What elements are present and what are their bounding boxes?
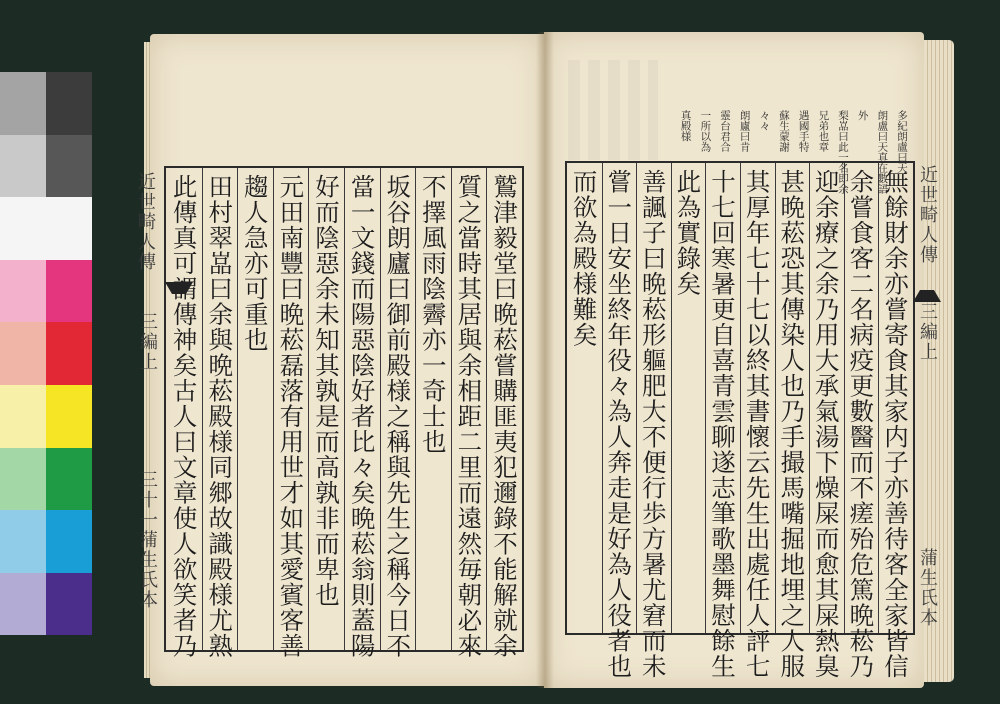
color-swatch [0, 197, 46, 260]
text-column: 坂谷朗廬曰御前殿様之稱與先生之稱今日不 [383, 174, 413, 659]
column-rule [878, 163, 879, 633]
text-column: 善諷子曰晩菘形軀肥大不便行歩方暑尤窘而未 [638, 169, 668, 679]
color-swatch [46, 322, 92, 385]
color-swatch [46, 135, 92, 198]
column-rule [705, 163, 706, 633]
column-rule [844, 163, 845, 633]
text-column: 鷲津毅堂曰晩菘嘗購匪夷犯邇錄不能解就余 [489, 174, 519, 659]
color-swatch [0, 72, 46, 135]
headnote-column: 多紀朗盧曰天 [895, 110, 908, 173]
headnote-column: 朗盧曰天真在數語 [876, 110, 889, 194]
color-swatch [0, 135, 46, 198]
color-swatch [0, 260, 46, 323]
text-column: 嘗一日安坐終年役々為人奔走是好為人役者也 [604, 169, 634, 679]
headnote-column: 外 [856, 110, 869, 121]
color-swatch [46, 448, 92, 511]
text-column: 趨人急亦可重也 [240, 174, 270, 353]
text-column: 質之當時其居與余相距二里而遠然毎朝必來 [454, 174, 484, 659]
headnote-column: 真殿様 [679, 110, 692, 142]
text-column: 不擇風雨陰霽亦一奇士也 [418, 174, 448, 455]
text-column: 甚晩菘恐其傳染人也乃手撮馬嘴掘地埋之人服 [777, 169, 807, 679]
column-rule [602, 163, 603, 633]
column-rule [740, 163, 741, 633]
color-swatch [0, 510, 46, 573]
column-rule [344, 168, 345, 650]
column-rule [809, 163, 810, 633]
headnote-column: 蘇生蒙謝 [777, 110, 790, 152]
column-rule [775, 163, 776, 633]
color-swatch [46, 197, 92, 260]
color-swatch [0, 322, 46, 385]
color-swatch [0, 448, 46, 511]
fish-tail-mark [913, 290, 941, 302]
color-calibration-chart [0, 72, 92, 636]
color-swatch-row [0, 260, 92, 323]
column-rule [486, 168, 487, 650]
text-column: 當一文錢而陽惡陰好者比々矣晩菘翁則蓋陽 [347, 174, 377, 659]
color-swatch-row [0, 322, 92, 385]
fish-tail-mark [165, 282, 193, 294]
column-rule [451, 168, 452, 650]
text-column: 而欲為殿様難矣 [569, 169, 599, 348]
color-swatch [46, 72, 92, 135]
text-column: 無餘財余亦嘗寄食其家内子亦善待客全家皆信 [880, 169, 910, 679]
text-column: 此傳真可謂傳神矣古人曰文章使人欲笑者乃 [169, 174, 199, 659]
left-hashira-volume: 三編上 [137, 312, 158, 372]
color-swatch-row [0, 510, 92, 573]
color-swatch-row [0, 573, 92, 636]
color-swatch-row [0, 197, 92, 260]
marginal-headnote [672, 110, 908, 194]
headnote-column: 一所以為 [699, 110, 712, 152]
left-text-frame [164, 166, 524, 659]
headnote-column: 梨嵓曰此一名即余 [836, 110, 849, 194]
right-hashira-author: 蒲生氏本 [917, 548, 938, 628]
column-rule [636, 163, 637, 633]
right-hashira-volume: 三編上 [917, 302, 938, 362]
left-hashira-author: 蒲生氏本 [137, 530, 158, 610]
color-swatch-row [0, 448, 92, 511]
text-column: 余嘗食客二名病疫更數醫而不瘥殆危篤晩菘乃 [846, 169, 876, 679]
color-swatch [46, 510, 92, 573]
headnote-column: 朗廬曰肯 [738, 110, 751, 152]
color-swatch [46, 260, 92, 323]
text-column: 此為實錄矣 [673, 169, 703, 297]
right-text-frame [565, 161, 915, 679]
color-swatch [46, 573, 92, 636]
column-rule [273, 168, 274, 650]
color-swatch-row [0, 72, 92, 135]
left-hashira-title: 近世畸人傳 [135, 172, 156, 272]
text-column: 好而陰惡余未知其孰是而高孰非而卑也 [311, 174, 341, 608]
right-hashira-title: 近世畸人傳 [917, 165, 938, 265]
column-rule [202, 168, 203, 650]
text-column: 迎余療之余乃用大承氣湯下燥屎而愈其屎熱臭 [811, 169, 841, 679]
column-rule [415, 168, 416, 650]
color-swatch [0, 573, 46, 636]
color-swatch [0, 385, 46, 448]
column-rule [380, 168, 381, 650]
left-hashira-folio: 三十一 [137, 470, 158, 530]
headnote-column: 々々 [758, 110, 771, 131]
headnote-column: 兄弟也章 [817, 110, 830, 152]
column-rule [671, 163, 672, 633]
book-gutter [536, 32, 554, 688]
headnote-column: 遇國手特 [797, 110, 810, 152]
text-column: 元田南豐曰晩菘磊落有用世才如其愛賓客善 [276, 174, 306, 659]
column-rule [308, 168, 309, 650]
color-swatch [46, 385, 92, 448]
text-column: 十七回寒暑更自喜青雲聊遂志筆歌墨舞慰餘生 [707, 169, 737, 679]
color-swatch-row [0, 385, 92, 448]
text-column: 其厚年七十七以終其書懷云先生出處任人評七 [742, 169, 772, 679]
show-through-text [568, 60, 658, 160]
column-rule [237, 168, 238, 650]
headnote-column: 靈台君合 [718, 110, 731, 152]
text-column: 田村翠嵓曰余與晩菘殿様同郷故識殿様尤熟 [205, 174, 235, 659]
color-swatch-row [0, 135, 92, 198]
